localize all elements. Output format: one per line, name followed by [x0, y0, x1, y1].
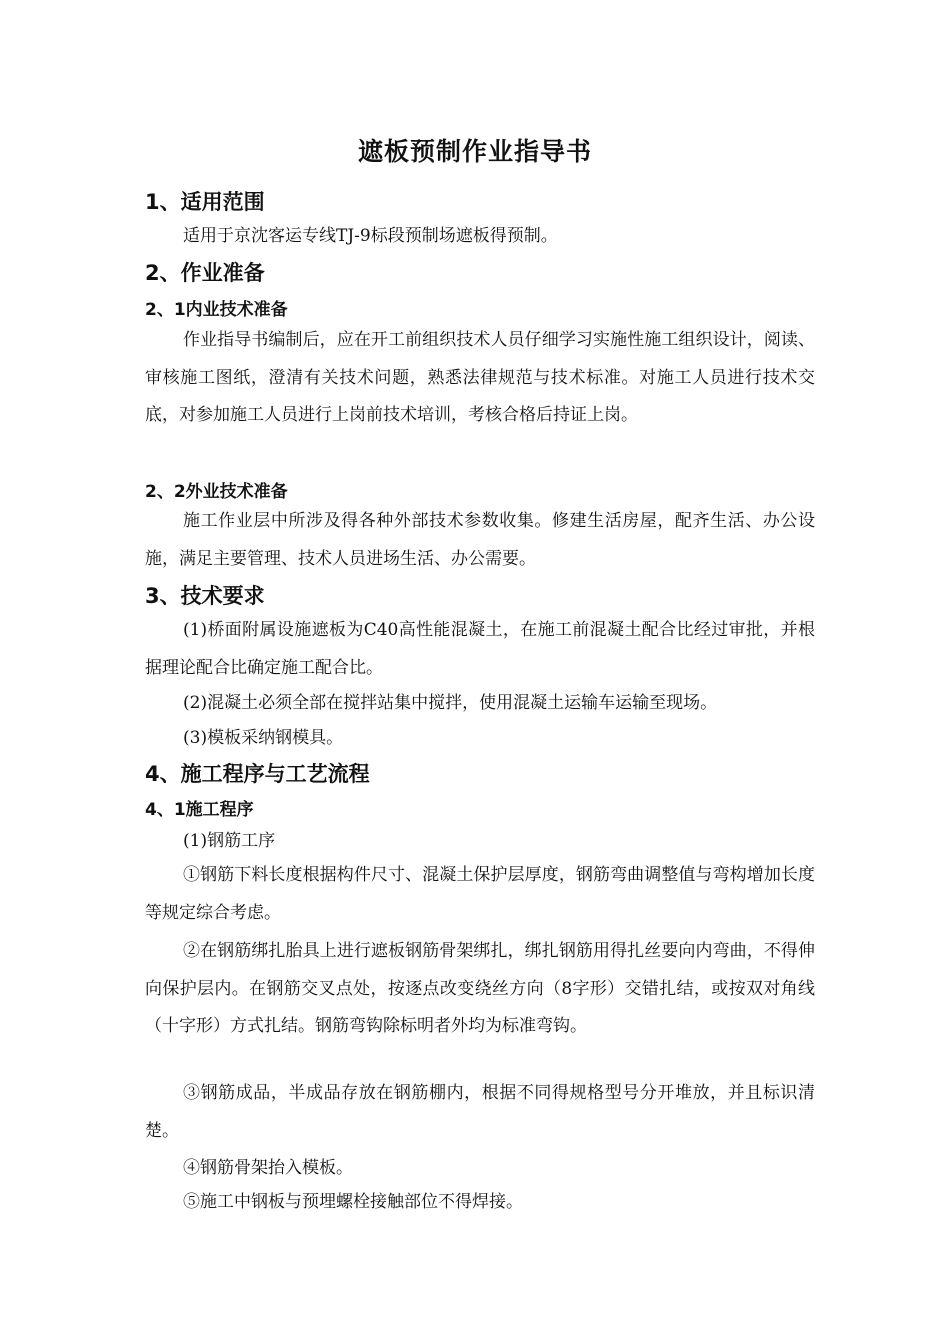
section-3-item-1: (1)桥面附属设施遮板为C40高性能混凝土，在施工前混凝土配合比经过审批，并根据理论配合比确定施工配合比。: [145, 620, 815, 678]
section-4-1-item-1: (1)钢筋工序: [183, 831, 276, 851]
section-2-1-heading: 2、1内业技术准备: [145, 300, 288, 320]
section-3-item-2: (2)混凝土必须全部在搅拌站集中搅拌，使用混凝土运输车运输至现场。: [183, 693, 718, 713]
section-4-1-item-3: ②在钢筋绑扎胎具上进行遮板钢筋骨架绑扎，绑扎钢筋用得扎丝要向内弯曲，不得伸向保护层内。在钢筋交叉点处，按逐点改变绕丝方向（8字形）交错扎结，或按双对角线（十字形）方式扎结。钢筋弯钩除标明者外均为标准弯钩。: [145, 941, 815, 1036]
section-2-2-heading: 2、2外业技术准备: [145, 482, 288, 502]
section-4-1-item-6: ⑤施工中钢板与预埋螺栓接触部位不得焊接。: [183, 1192, 523, 1212]
section-1-paragraph: 适用于京沈客运专线TJ-9标段预制场遮板得预制。: [183, 226, 558, 246]
section-4-1-item-5: ④钢筋骨架抬入模板。: [183, 1158, 353, 1178]
document-title: 遮板预制作业指导书: [357, 137, 592, 166]
section-3-item-3: (3)模板采纳钢模具。: [183, 728, 344, 748]
section-4-1-item-2: ①钢筋下料长度根据构件尺寸、混凝土保护层厚度，钢筋弯曲调整值与弯构增加长度等规定综合考虑。: [145, 865, 815, 923]
section-4-1-item-4: ③钢筋成品，半成品存放在钢筋棚内，根据不同得规格型号分开堆放，并且标识清楚。: [145, 1083, 815, 1141]
section-2-1-paragraph: 作业指导书编制后，应在开工前组织技术人员仔细学习实施性施工组织设计，阅读、审核施工图纸，澄清有关技术问题，熟悉法律规范与技术标准。对施工人员进行技术交底，对参加施工人员进行上岗前技术培训，考核合格后持证上岗。: [145, 330, 815, 425]
section-4-heading: 4、施工程序与工艺流程: [145, 762, 370, 786]
section-2-heading: 2、作业准备: [145, 261, 265, 285]
section-3-heading: 3、技术要求: [145, 584, 265, 608]
section-1-heading: 1、适用范围: [145, 190, 265, 214]
section-4-1-heading: 4、1施工程序: [145, 800, 254, 820]
section-2-2-paragraph: 施工作业层中所涉及得各种外部技术参数收集。修建生活房屋，配齐生活、办公设施，满足主要管理、技术人员进场生活、办公需要。: [145, 511, 815, 569]
